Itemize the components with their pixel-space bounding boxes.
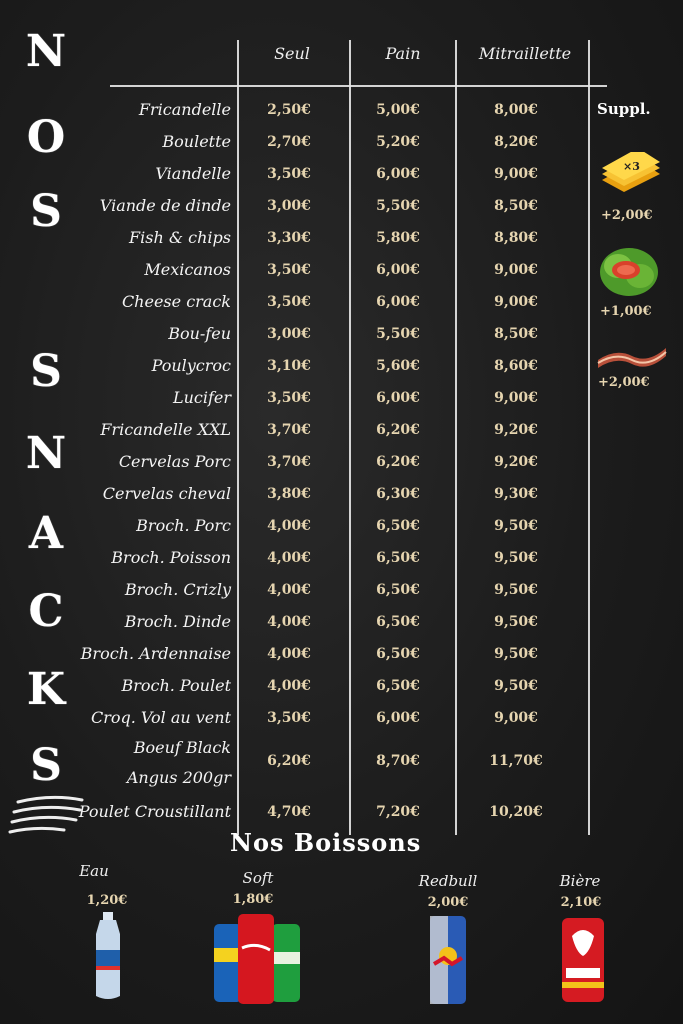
price-seul: 3,70€	[267, 454, 311, 470]
price-seul: 2,70€	[267, 134, 311, 150]
price-seul: 3,30€	[267, 230, 311, 246]
price-pain: 6,50€	[376, 550, 420, 566]
price-pain: 6,00€	[376, 710, 420, 726]
salad-tomato-icon	[598, 244, 660, 298]
drink-label: Redbull	[418, 872, 478, 890]
title-letter: N	[25, 428, 67, 479]
item-name: Boeuf Black	[133, 738, 231, 757]
price-mitraillette: 9,00€	[494, 262, 538, 278]
item-name: Fricandelle	[138, 100, 231, 119]
column-header-seul: Seul	[274, 44, 310, 63]
title-letter: S	[30, 346, 62, 397]
item-name: Bou-feu	[168, 324, 231, 343]
drink-price: 2,00€	[427, 895, 469, 910]
price-seul: 4,00€	[267, 518, 311, 534]
price-mitraillette: 10,20€	[489, 804, 543, 820]
price-mitraillette: 9,00€	[494, 390, 538, 406]
price-seul: 3,50€	[267, 710, 311, 726]
table-row	[0, 416, 683, 448]
supplements-title: Suppl.	[597, 100, 651, 118]
price-seul: 3,50€	[267, 166, 311, 182]
drink-price: 2,10€	[560, 895, 602, 910]
title-letter: C	[28, 586, 64, 637]
jupiler-can-icon	[560, 916, 606, 1004]
drink-price: 1,20€	[86, 893, 128, 908]
item-name: Poulet Croustillant	[78, 802, 231, 821]
table-row	[0, 256, 683, 288]
price-seul: 3,00€	[267, 326, 311, 342]
price-seul: 2,50€	[267, 102, 311, 118]
drink-price: 1,80€	[232, 892, 274, 907]
item-name: Broch. Poisson	[111, 548, 231, 567]
price-seul: 4,00€	[267, 646, 311, 662]
item-name: Viandelle	[155, 164, 231, 183]
drinks-title: Nos Boissons	[230, 828, 422, 857]
price-seul: 3,70€	[267, 422, 311, 438]
title-letter: S	[30, 186, 62, 237]
table-row	[0, 738, 683, 787]
table-row	[0, 544, 683, 576]
cheese-badge: ×3	[623, 160, 640, 173]
price-seul: 4,00€	[267, 550, 311, 566]
title-letter: S	[30, 740, 62, 791]
drink-label: Bière	[559, 872, 601, 890]
price-mitraillette: 9,50€	[494, 518, 538, 534]
price-mitraillette: 9,50€	[494, 646, 538, 662]
item-name: Poulycroc	[151, 356, 231, 375]
price-pain: 6,50€	[376, 678, 420, 694]
price-mitraillette: 9,00€	[494, 710, 538, 726]
price-pain: 5,60€	[376, 358, 420, 374]
price-mitraillette: 9,50€	[494, 550, 538, 566]
table-row	[0, 128, 683, 160]
price-seul: 6,20€	[267, 753, 311, 769]
item-name: Cervelas cheval	[102, 484, 231, 503]
price-pain: 5,50€	[376, 326, 420, 342]
item-name: Lucifer	[172, 388, 231, 407]
table-row	[0, 288, 683, 320]
column-header-pain: Pain	[385, 44, 421, 63]
column-header-mitraillette: Mitraillette	[478, 44, 572, 63]
price-pain: 6,00€	[376, 262, 420, 278]
price-seul: 3,80€	[267, 486, 311, 502]
price-pain: 6,50€	[376, 614, 420, 630]
item-name: Broch. Dinde	[124, 612, 231, 631]
price-seul: 3,50€	[267, 262, 311, 278]
price-pain: 6,00€	[376, 294, 420, 310]
price-pain: 6,30€	[376, 486, 420, 502]
item-name: Croq. Vol au vent	[90, 708, 231, 727]
table-row	[0, 160, 683, 192]
item-name-line2: Angus 200gr	[126, 768, 231, 787]
water-bottle-icon	[90, 912, 126, 1002]
item-name: Cheese crack	[121, 292, 231, 311]
price-mitraillette: 8,00€	[494, 102, 538, 118]
table-row	[0, 224, 683, 256]
price-seul: 4,00€	[267, 582, 311, 598]
title-letter: N	[25, 26, 67, 77]
supplement-price: +2,00€	[598, 375, 650, 390]
price-pain: 5,00€	[376, 102, 420, 118]
price-mitraillette: 8,60€	[494, 358, 538, 374]
price-mitraillette: 9,00€	[494, 166, 538, 182]
table-row	[0, 512, 683, 544]
table-row	[0, 320, 683, 352]
price-mitraillette: 9,50€	[494, 614, 538, 630]
table-row	[0, 480, 683, 512]
price-pain: 6,50€	[376, 582, 420, 598]
title-letter: O	[26, 112, 66, 163]
price-seul: 4,00€	[267, 678, 311, 694]
table-row	[0, 384, 683, 416]
supplement-price: +2,00€	[601, 208, 653, 223]
price-pain: 6,00€	[376, 390, 420, 406]
price-seul: 3,50€	[267, 390, 311, 406]
price-pain: 6,20€	[376, 422, 420, 438]
bacon-icon	[596, 342, 668, 368]
price-mitraillette: 9,00€	[494, 294, 538, 310]
price-seul: 3,10€	[267, 358, 311, 374]
item-name: Viande de dinde	[99, 196, 231, 215]
table-row	[0, 96, 683, 128]
table-row	[0, 640, 683, 672]
item-name: Broch. Poulet	[121, 676, 231, 695]
title-letter: K	[26, 664, 66, 715]
cheese-slices-icon	[598, 152, 662, 196]
price-mitraillette: 9,50€	[494, 582, 538, 598]
price-seul: 4,70€	[267, 804, 311, 820]
title-letter: A	[28, 508, 64, 559]
price-pain: 5,20€	[376, 134, 420, 150]
table-row	[0, 798, 683, 830]
table-row	[0, 704, 683, 736]
price-mitraillette: 9,20€	[494, 422, 538, 438]
soft-cans-icon	[212, 912, 304, 1006]
item-name: Boulette	[162, 132, 231, 151]
drink-label: Eau	[79, 862, 109, 880]
item-name: Broch. Porc	[136, 516, 231, 535]
price-mitraillette: 9,50€	[494, 678, 538, 694]
table-row	[0, 448, 683, 480]
price-pain: 8,70€	[376, 753, 420, 769]
price-mitraillette: 8,50€	[494, 326, 538, 342]
header-divider	[110, 85, 607, 87]
price-mitraillette: 8,20€	[494, 134, 538, 150]
item-name: Cervelas Porc	[118, 452, 231, 471]
price-pain: 6,20€	[376, 454, 420, 470]
price-seul: 3,50€	[267, 294, 311, 310]
price-pain: 5,80€	[376, 230, 420, 246]
price-seul: 3,00€	[267, 198, 311, 214]
price-pain: 5,50€	[376, 198, 420, 214]
table-row	[0, 576, 683, 608]
table-row	[0, 672, 683, 704]
item-name: Fricandelle XXL	[100, 420, 231, 439]
supplement-price: +1,00€	[600, 304, 652, 319]
table-row	[0, 608, 683, 640]
table-row	[0, 352, 683, 384]
price-mitraillette: 9,20€	[494, 454, 538, 470]
item-name: Broch. Crizly	[124, 580, 231, 599]
item-name: Fish & chips	[129, 228, 231, 247]
table-row	[0, 192, 683, 224]
price-mitraillette: 8,50€	[494, 198, 538, 214]
price-seul: 4,00€	[267, 614, 311, 630]
price-pain: 6,50€	[376, 646, 420, 662]
price-pain: 7,20€	[376, 804, 420, 820]
drink-label: Soft	[242, 869, 274, 887]
price-mitraillette: 8,80€	[494, 230, 538, 246]
redbull-can-icon	[428, 914, 468, 1006]
item-name: Broch. Ardennaise	[80, 644, 231, 663]
price-pain: 6,50€	[376, 518, 420, 534]
item-name: Mexicanos	[144, 260, 231, 279]
price-mitraillette: 9,30€	[494, 486, 538, 502]
price-pain: 6,00€	[376, 166, 420, 182]
price-mitraillette: 11,70€	[489, 753, 543, 769]
